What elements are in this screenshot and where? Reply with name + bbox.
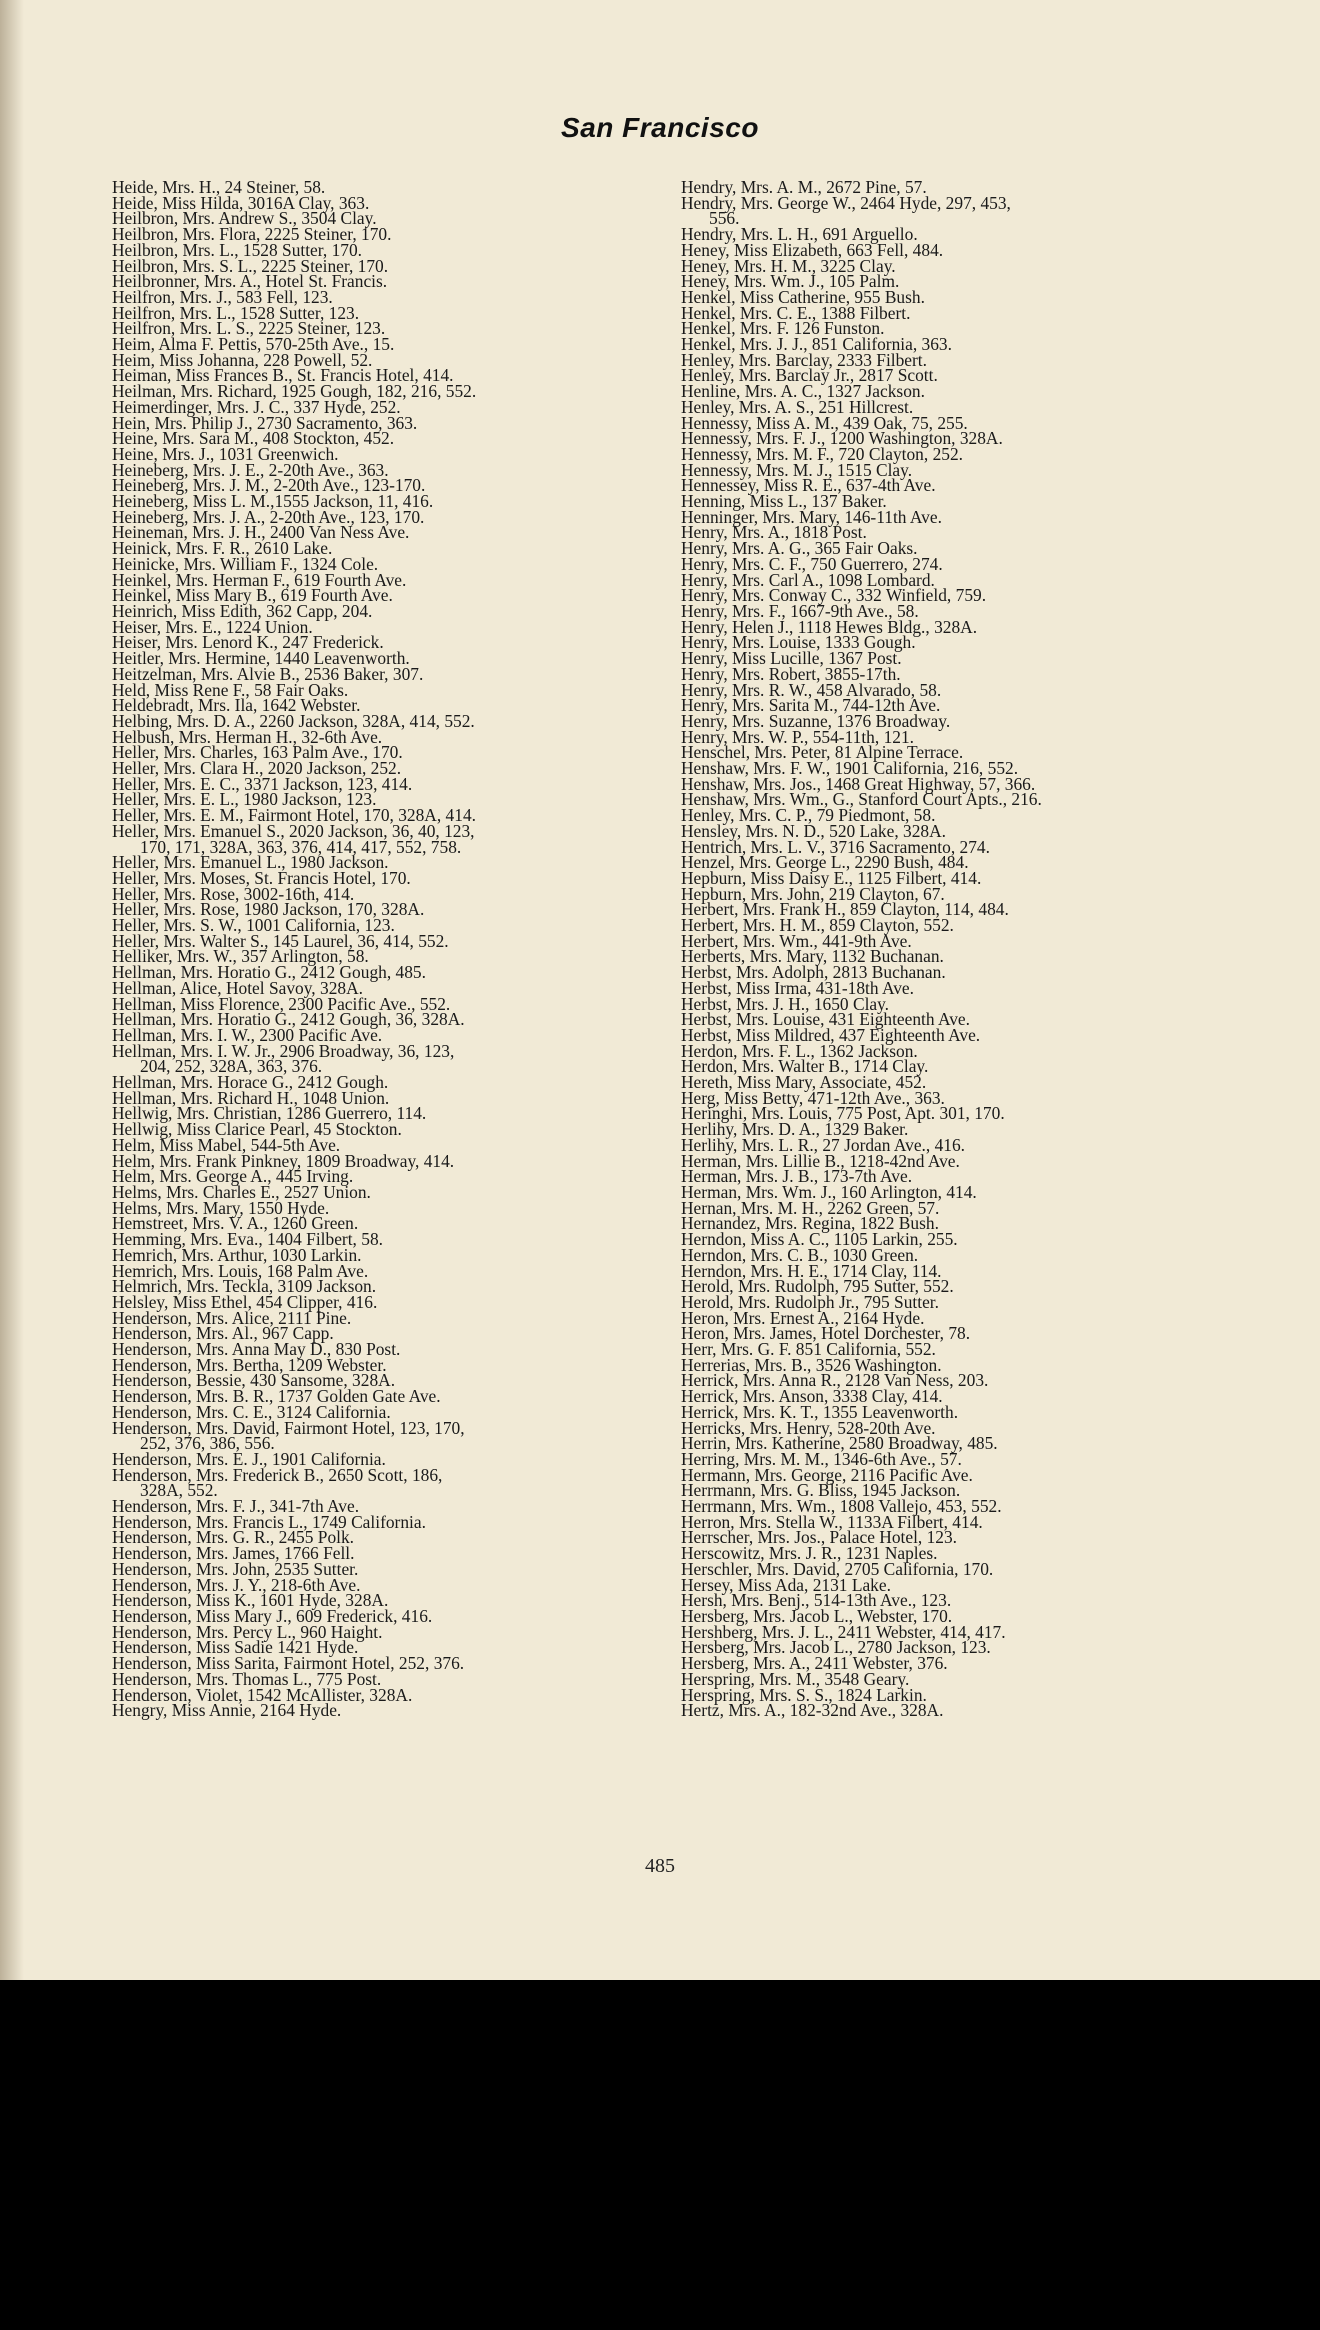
directory-entry: Henry, Mrs. Louise, 1333 Gough. xyxy=(681,632,916,653)
directory-entry: Henning, Miss L., 137 Baker. xyxy=(681,491,887,512)
directory-entry: Hepburn, Miss Daisy E., 1125 Filbert, 414. xyxy=(681,867,982,888)
directory-entry: Herdon, Mrs. F. L., 1362 Jackson. xyxy=(681,1040,918,1061)
directory-entry: Heitler, Mrs. Hermine, 1440 Leavenworth. xyxy=(112,648,410,669)
directory-entry: Herbert, Mrs. Wm., 441-9th Ave. xyxy=(681,930,912,951)
directory-entry: Heilfron, Mrs. L. S., 2225 Steiner, 123. xyxy=(112,318,386,339)
directory-entry: Helms, Mrs. Mary, 1550 Hyde. xyxy=(112,1197,330,1218)
directory-entry: Heiman, Miss Frances B., St. Francis Hotel, 414. xyxy=(112,365,454,386)
directory-entry: Hennessy, Mrs. M. F., 720 Clayton, 252. xyxy=(681,443,964,464)
directory-entry: Hermann, Mrs. George, 2116 Pacific Ave. xyxy=(681,1464,973,1485)
directory-entry: Henderson, Mrs. Frederick B., 2650 Scott, 186, xyxy=(112,1464,443,1485)
directory-entry: Held, Miss Rene F., 58 Fair Oaks. xyxy=(112,679,349,700)
directory-entry: Heringhi, Mrs. Louis, 775 Post, Apt. 301, 170. xyxy=(681,1103,1005,1124)
directory-entry: Hellman, Mrs. Horatio G., 2412 Gough, 36, 328A. xyxy=(112,1009,465,1030)
directory-entry: Heineberg, Miss L. M.,1555 Jackson, 11, 416. xyxy=(112,491,434,512)
directory-entry: Henderson, Miss Sadie 1421 Hyde. xyxy=(112,1637,359,1658)
directory-entry: Henley, Mrs. Barclay, 2333 Filbert. xyxy=(681,349,927,370)
directory-entry: 556. xyxy=(709,208,740,229)
directory-entry: Henderson, Mrs. James, 1766 Fell. xyxy=(112,1543,355,1564)
directory-entry: Hellman, Mrs. Richard H., 1048 Union. xyxy=(112,1087,390,1108)
directory-entry: Herndon, Mrs. H. E., 1714 Clay, 114. xyxy=(681,1260,942,1281)
directory-entry: Heller, Mrs. Moses, St. Francis Hotel, 170. xyxy=(112,867,411,888)
directory-entry: Henry, Mrs. C. F., 750 Guerrero, 274. xyxy=(681,553,943,574)
directory-entry: Herspring, Mrs. M., 3548 Geary. xyxy=(681,1668,910,1689)
page-title: San Francisco xyxy=(561,112,759,143)
directory-entry: Henderson, Mrs. John, 2535 Sutter. xyxy=(112,1558,359,1579)
directory-entry: Hendry, Mrs. A. M., 2672 Pine, 57. xyxy=(681,177,927,197)
directory-entry: Heineberg, Mrs. J. E., 2-20th Ave., 363. xyxy=(112,459,389,480)
directory-entry: Herspring, Mrs. S. S., 1824 Larkin. xyxy=(681,1684,927,1705)
directory-entry: Heim, Miss Johanna, 228 Powell, 52. xyxy=(112,349,373,370)
directory-entry: Heimerdinger, Mrs. J. C., 337 Hyde, 252. xyxy=(112,396,401,417)
directory-entry: Henry, Mrs. W. P., 554-11th, 121. xyxy=(681,726,915,747)
directory-entry: Henderson, Mrs. G. R., 2455 Polk. xyxy=(112,1527,355,1548)
directory-entry: Heilbron, Mrs. Flora, 2225 Steiner, 170. xyxy=(112,224,392,245)
directory-entry: Herrmann, Mrs. Wm., 1808 Vallejo, 453, 552. xyxy=(681,1496,1002,1517)
directory-entry: Herberts, Mrs. Mary, 1132 Buchanan. xyxy=(681,946,944,967)
directory-entry: Herrscher, Mrs. Jos., Palace Hotel, 123. xyxy=(681,1527,958,1548)
directory-entry: Hellman, Miss Florence, 2300 Pacific Ave., 552. xyxy=(112,993,451,1014)
directory-entry: Hennessy, Mrs. M. J., 1515 Clay. xyxy=(681,459,913,480)
directory-entry: Heinicke, Mrs. William F., 1324 Cole. xyxy=(112,553,379,574)
directory-entry: Herman, Mrs. J. B., 173-7th Ave. xyxy=(681,1166,913,1187)
directory-entry: Henry, Helen J., 1118 Hewes Bldg., 328A. xyxy=(681,616,978,637)
directory-entry: 328A, 552. xyxy=(140,1480,218,1501)
directory-entry: Heilbron, Mrs. L., 1528 Sutter, 170. xyxy=(112,239,362,260)
directory-entry: Heller, Mrs. Emanuel L., 1980 Jackson. xyxy=(112,852,389,873)
directory-entry: Heilbron, Mrs. S. L., 2225 Steiner, 170. xyxy=(112,255,389,276)
directory-entry: Hertz, Mrs. A., 182-32nd Ave., 328A. xyxy=(681,1700,944,1721)
directory-entry: Heide, Mrs. H., 24 Steiner, 58. xyxy=(112,177,326,197)
page-number: 485 xyxy=(645,1855,675,1877)
left-column xyxy=(112,177,690,1721)
directory-entry: Henderson, Mrs. David, Fairmont Hotel, 123, 170, xyxy=(112,1417,465,1438)
directory-entry: Henkel, Miss Catherine, 955 Bush. xyxy=(681,286,925,307)
directory-entry: Heilbron, Mrs. Andrew S., 3504 Clay. xyxy=(112,208,377,229)
directory-entry: Herbst, Mrs. Louise, 431 Eighteenth Ave. xyxy=(681,1009,970,1030)
directory-entry: Herricks, Mrs. Henry, 528-20th Ave. xyxy=(681,1417,936,1438)
directory-entry: Herg, Miss Betty, 471-12th Ave., 363. xyxy=(681,1087,945,1108)
directory-entry: Heide, Miss Hilda, 3016A Clay, 363. xyxy=(112,192,370,213)
directory-entry: Heron, Mrs. Ernest A., 2164 Hyde. xyxy=(681,1307,925,1328)
directory-entry: Hernan, Mrs. M. H., 2262 Green, 57. xyxy=(681,1197,940,1218)
directory-entry: Henderson, Mrs. Percy L., 960 Haight. xyxy=(112,1621,383,1642)
directory-entry: Hellman, Alice, Hotel Savoy, 328A. xyxy=(112,977,363,998)
directory-entry: Herman, Mrs. Lillie B., 1218-42nd Ave. xyxy=(681,1150,960,1171)
directory-entry: Herold, Mrs. Rudolph Jr., 795 Sutter. xyxy=(681,1291,939,1312)
directory-entry: Herscowitz, Mrs. J. R., 1231 Naples. xyxy=(681,1543,938,1564)
directory-entry: Herring, Mrs. M. M., 1346-6th Ave., 57. xyxy=(681,1448,962,1469)
directory-entry: Henderson, Miss K., 1601 Hyde, 328A. xyxy=(112,1590,389,1611)
directory-entry: Heldebradt, Mrs. Ila, 1642 Webster. xyxy=(112,695,361,716)
directory-entry: Henline, Mrs. A. C., 1327 Jackson. xyxy=(681,381,925,402)
directory-entry: Henry, Mrs. F., 1667-9th Ave., 58. xyxy=(681,600,919,621)
directory-entry: Hengry, Miss Annie, 2164 Hyde. xyxy=(112,1700,342,1721)
directory-entry: Hellman, Mrs. Horatio G., 2412 Gough, 485. xyxy=(112,962,426,983)
directory-entry: Henry, Mrs. Robert, 3855-17th. xyxy=(681,663,901,684)
directory-entry: Heller, Mrs. Walter S., 145 Laurel, 36, 414, 552. xyxy=(112,930,449,951)
directory-entry: Herbst, Miss Irma, 431-18th Ave. xyxy=(681,977,914,998)
directory-entry: Heller, Mrs. Clara H., 2020 Jackson, 252. xyxy=(112,758,402,779)
directory-entry: Herndon, Mrs. C. B., 1030 Green. xyxy=(681,1244,919,1265)
directory-entry: Henry, Miss Lucille, 1367 Post. xyxy=(681,648,902,669)
directory-entry: Henry, Mrs. R. W., 458 Alvarado, 58. xyxy=(681,679,942,700)
directory-entry: Henderson, Mrs. Francis L., 1749 California. xyxy=(112,1511,426,1532)
directory-entry: Henry, Mrs. A. G., 365 Fair Oaks. xyxy=(681,538,918,559)
directory-entry: Herrick, Mrs. Anna R., 2128 Van Ness, 203. xyxy=(681,1370,989,1391)
directory-entry: Henry, Mrs. Conway C., 332 Winfield, 759. xyxy=(681,585,987,606)
directory-entry: Hemming, Mrs. Eva., 1404 Filbert, 58. xyxy=(112,1229,383,1250)
directory-entry: Henderson, Mrs. Al., 967 Capp. xyxy=(112,1323,334,1344)
directory-entry: Heilbronner, Mrs. A., Hotel St. Francis. xyxy=(112,271,388,292)
directory-entry: Henderson, Miss Mary J., 609 Frederick, 416. xyxy=(112,1605,433,1626)
directory-entry: Heineman, Mrs. J. H., 2400 Van Ness Ave. xyxy=(112,522,410,543)
directory-entry: Heney, Miss Elizabeth, 663 Fell, 484. xyxy=(681,239,944,260)
directory-entry: Herrerias, Mrs. B., 3526 Washington. xyxy=(681,1354,942,1375)
directory-entry: Heller, Mrs. E. M., Fairmont Hotel, 170, 328A, 414. xyxy=(112,805,476,826)
directory-entry: Hellwig, Mrs. Christian, 1286 Guerrero, 114. xyxy=(112,1103,427,1124)
directory-entry: Henshaw, Mrs. F. W., 1901 California, 216, 552. xyxy=(681,758,1019,779)
directory-entry: Heine, Mrs. J., 1031 Greenwich. xyxy=(112,443,339,464)
directory-entry: Herold, Mrs. Rudolph, 795 Sutter, 552. xyxy=(681,1276,954,1297)
directory-entry: Heinick, Mrs. F. R., 2610 Lake. xyxy=(112,538,333,559)
directory-entry: Heinkel, Mrs. Herman F., 619 Fourth Ave. xyxy=(112,569,407,590)
directory-entry: Heller, Mrs. E. C., 3371 Jackson, 123, 414. xyxy=(112,773,413,794)
directory-entry: Henshaw, Mrs. Wm., G., Stanford Court Apts., 216. xyxy=(681,789,1042,810)
page-edge-shadow xyxy=(0,0,24,1980)
directory-entry: Henshaw, Mrs. Jos., 1468 Great Highway, 57, 366. xyxy=(681,773,1036,794)
directory-entry: Henley, Mrs. C. P., 79 Piedmont, 58. xyxy=(681,805,936,826)
directory-entry: 252, 376, 386, 556. xyxy=(140,1433,275,1454)
directory-entry: Henkel, Mrs. F. 126 Funston. xyxy=(681,318,885,339)
directory-entry: Herrick, Mrs. Anson, 3338 Clay, 414. xyxy=(681,1386,943,1407)
directory-entry: Herschler, Mrs. David, 2705 California, 170. xyxy=(681,1558,994,1579)
directory-entry: Hendry, Mrs. L. H., 691 Arguello. xyxy=(681,224,918,245)
directory-entry: Henderson, Mrs. Thomas L., 775 Post. xyxy=(112,1668,382,1689)
directory-entry: Helm, Miss Mabel, 544-5th Ave. xyxy=(112,1134,341,1155)
directory-entry: Hersberg, Mrs. Jacob L., Webster, 170. xyxy=(681,1605,953,1626)
directory-entry: Hemrich, Mrs. Louis, 168 Palm Ave. xyxy=(112,1260,369,1281)
directory-entry: Henry, Mrs. Suzanne, 1376 Broadway. xyxy=(681,710,951,731)
right-column xyxy=(681,177,1259,1721)
directory-entry: Heine, Mrs. Sara M., 408 Stockton, 452. xyxy=(112,428,395,449)
directory-entry: Heller, Mrs. Charles, 163 Palm Ave., 170. xyxy=(112,742,403,763)
directory-entry: Herbert, Mrs. H. M., 859 Clayton, 552. xyxy=(681,915,954,936)
directory-entry: Herlihy, Mrs. L. R., 27 Jordan Ave., 416. xyxy=(681,1134,966,1155)
directory-entry: Henschel, Mrs. Peter, 81 Alpine Terrace. xyxy=(681,742,964,763)
directory-entry: Herr, Mrs. G. F. 851 California, 552. xyxy=(681,1339,936,1360)
directory-entry: Heiser, Mrs. E., 1224 Union. xyxy=(112,616,313,637)
directory-entry: Herndon, Miss A. C., 1105 Larkin, 255. xyxy=(681,1229,958,1250)
directory-entry: Herrin, Mrs. Katherine, 2580 Broadway, 485. xyxy=(681,1433,998,1454)
directory-entry: Henderson, Mrs. Bertha, 1209 Webster. xyxy=(112,1354,387,1375)
directory-entry: Heron, Mrs. James, Hotel Dorchester, 78. xyxy=(681,1323,971,1344)
directory-entry: Helm, Mrs. George A., 445 Irving. xyxy=(112,1166,354,1187)
directory-entry: Hellman, Mrs. Horace G., 2412 Gough. xyxy=(112,1072,389,1093)
directory-entry: Henderson, Mrs. J. Y., 218-6th Ave. xyxy=(112,1574,361,1595)
directory-entry: Henkel, Mrs. C. E., 1388 Filbert. xyxy=(681,302,911,323)
directory-entry: 204, 252, 328A, 363, 376. xyxy=(140,1056,323,1077)
directory-entry: Herlihy, Mrs. D. A., 1329 Baker. xyxy=(681,1119,909,1140)
directory-entry: Helms, Mrs. Charles E., 2527 Union. xyxy=(112,1182,371,1202)
directory-entry: Henley, Mrs. A. S., 251 Hillcrest. xyxy=(681,396,914,417)
directory-entry: Hellman, Mrs. I. W., 2300 Pacific Ave. xyxy=(112,1024,383,1045)
directory-entry: Hershberg, Mrs. J. L., 2411 Webster, 414, 417. xyxy=(681,1621,1006,1642)
directory-entry: Henderson, Bessie, 430 Sansome, 328A. xyxy=(112,1370,396,1391)
directory-entry: Henderson, Mrs. B. R., 1737 Golden Gate Ave. xyxy=(112,1386,441,1407)
directory-entry: Herman, Mrs. Wm. J., 160 Arlington, 414. xyxy=(681,1182,977,1202)
directory-entry: Herrmann, Mrs. G. Bliss, 1945 Jackson. xyxy=(681,1480,961,1501)
directory-entry: Helbing, Mrs. D. A., 2260 Jackson, 328A, 414, 552. xyxy=(112,710,475,731)
directory-entry: Henkel, Mrs. J. J., 851 California, 363. xyxy=(681,334,952,355)
directory-entry: Henzel, Mrs. George L., 2290 Bush, 484. xyxy=(681,852,969,873)
directory-entry: Hein, Mrs. Philip J., 2730 Sacramento, 363. xyxy=(112,412,418,433)
directory-entry: Helbush, Mrs. Herman H., 32-6th Ave. xyxy=(112,726,383,747)
directory-entry: Heller, Mrs. Rose, 3002-16th, 414. xyxy=(112,883,355,904)
directory-entry: Hellwig, Miss Clarice Pearl, 45 Stockton. xyxy=(112,1119,402,1140)
directory-entry: Herron, Mrs. Stella W., 1133A Filbert, 414. xyxy=(681,1511,983,1532)
directory-entry: Hentrich, Mrs. L. V., 3716 Sacramento, 274. xyxy=(681,836,990,857)
directory-entry: Helsley, Miss Ethel, 454 Clipper, 416. xyxy=(112,1291,378,1312)
directory-entry: Heilfron, Mrs. J., 583 Fell, 123. xyxy=(112,286,333,307)
directory-entry: Hennessy, Miss A. M., 439 Oak, 75, 255. xyxy=(681,412,968,433)
directory-entry: Heller, Mrs. Rose, 1980 Jackson, 170, 328A. xyxy=(112,899,425,920)
directory-entry: Heilfron, Mrs. L., 1528 Sutter, 123. xyxy=(112,302,360,323)
directory-entry: Heller, Mrs. S. W., 1001 California, 123. xyxy=(112,915,395,936)
directory-entry: Hellman, Mrs. I. W. Jr., 2906 Broadway, 36, 123, xyxy=(112,1040,455,1061)
directory-entry: Henry, Mrs. A., 1818 Post. xyxy=(681,522,867,543)
directory-entry: Herrick, Mrs. K. T., 1355 Leavenworth. xyxy=(681,1401,959,1422)
directory-entry: Hendry, Mrs. George W., 2464 Hyde, 297, 453, xyxy=(681,192,1011,213)
directory-entry: Heinrich, Miss Edith, 362 Capp, 204. xyxy=(112,600,373,621)
directory-entry: Heney, Mrs. Wm. J., 105 Palm. xyxy=(681,271,900,292)
directory-entry: Heineberg, Mrs. J. M., 2-20th Ave., 123-170. xyxy=(112,475,426,496)
directory-entry: Henley, Mrs. Barclay Jr., 2817 Scott. xyxy=(681,365,938,386)
directory-entry: Hersberg, Mrs. Jacob L., 2780 Jackson, 123. xyxy=(681,1637,991,1658)
directory-entry: Heineberg, Mrs. J. A., 2-20th Ave., 123, 170. xyxy=(112,506,425,527)
directory-entry: Helmrich, Mrs. Teckla, 3109 Jackson. xyxy=(112,1276,377,1297)
directory-entry: Henry, Mrs. Sarita M., 744-12th Ave. xyxy=(681,695,941,716)
directory-entry: Heney, Mrs. H. M., 3225 Clay. xyxy=(681,255,896,276)
directory-entry: Hersh, Mrs. Benj., 514-13th Ave., 123. xyxy=(681,1590,952,1611)
directory-entry: Henderson, Miss Sarita, Fairmont Hotel, 252, 376. xyxy=(112,1653,465,1674)
directory-entry: Hereth, Miss Mary, Associate, 452. xyxy=(681,1072,927,1093)
directory-entry: Henderson, Mrs. F. J., 341-7th Ave. xyxy=(112,1496,360,1517)
directory-entry: Heller, Mrs. Emanuel S., 2020 Jackson, 36, 40, 123, xyxy=(112,820,475,841)
directory-entry: Hepburn, Mrs. John, 219 Clayton, 67. xyxy=(681,883,945,904)
directory-entry: Helm, Mrs. Frank Pinkney, 1809 Broadway, 414. xyxy=(112,1150,455,1171)
directory-entry: Helliker, Mrs. W., 357 Arlington, 58. xyxy=(112,946,369,967)
directory-entry: Heiser, Mrs. Lenord K., 247 Frederick. xyxy=(112,632,384,653)
directory-entry: Henderson, Mrs. C. E., 3124 California. xyxy=(112,1401,391,1422)
directory-entry: Henderson, Mrs. Alice, 2111 Pine. xyxy=(112,1307,352,1328)
directory-entry: Henderson, Mrs. E. J., 1901 California. xyxy=(112,1448,386,1469)
directory-entry: Hemrich, Mrs. Arthur, 1030 Larkin. xyxy=(112,1244,362,1265)
directory-entry: Henninger, Mrs. Mary, 146-11th Ave. xyxy=(681,506,942,527)
directory-entry: Heim, Alma F. Pettis, 570-25th Ave., 15. xyxy=(112,334,395,355)
directory-entry: Hemstreet, Mrs. V. A., 1260 Green. xyxy=(112,1213,359,1234)
directory-entry: Herdon, Mrs. Walter B., 1714 Clay. xyxy=(681,1056,929,1077)
directory-entry: Hennessy, Mrs. F. J., 1200 Washington, 328A. xyxy=(681,428,1003,449)
directory-entry: Henderson, Mrs. Anna May D., 830 Post. xyxy=(112,1339,401,1360)
directory-entry: Henry, Mrs. Carl A., 1098 Lombard. xyxy=(681,569,935,590)
directory-entry: Heinkel, Miss Mary B., 619 Fourth Ave. xyxy=(112,585,393,606)
directory-entry: Herbert, Mrs. Frank H., 859 Clayton, 114, 484. xyxy=(681,899,1009,920)
directory-entry: Herbst, Mrs. J. H., 1650 Clay. xyxy=(681,993,890,1014)
directory-entry: Hennessey, Miss R. E., 637-4th Ave. xyxy=(681,475,936,496)
directory-entry: Hersey, Miss Ada, 2131 Lake. xyxy=(681,1574,891,1595)
directory-entry: Hensley, Mrs. N. D., 520 Lake, 328A. xyxy=(681,820,947,841)
directory-entry: Heilman, Mrs. Richard, 1925 Gough, 182, 216, 552. xyxy=(112,381,477,402)
directory-entry: Herbst, Miss Mildred, 437 Eighteenth Ave. xyxy=(681,1024,981,1045)
directory-entry: 170, 171, 328A, 363, 376, 414, 417, 552, 758. xyxy=(140,836,462,857)
directory-entry: Henderson, Violet, 1542 McAllister, 328A. xyxy=(112,1684,413,1705)
directory-entry: Heitzelman, Mrs. Alvie B., 2536 Baker, 307. xyxy=(112,663,424,684)
directory-entry: Hernandez, Mrs. Regina, 1822 Bush. xyxy=(681,1213,939,1234)
directory-entry: Heller, Mrs. E. L., 1980 Jackson, 123. xyxy=(112,789,377,810)
directory-entry: Hersberg, Mrs. A., 2411 Webster, 376. xyxy=(681,1653,948,1674)
directory-entry: Herbst, Mrs. Adolph, 2813 Buchanan. xyxy=(681,962,946,983)
